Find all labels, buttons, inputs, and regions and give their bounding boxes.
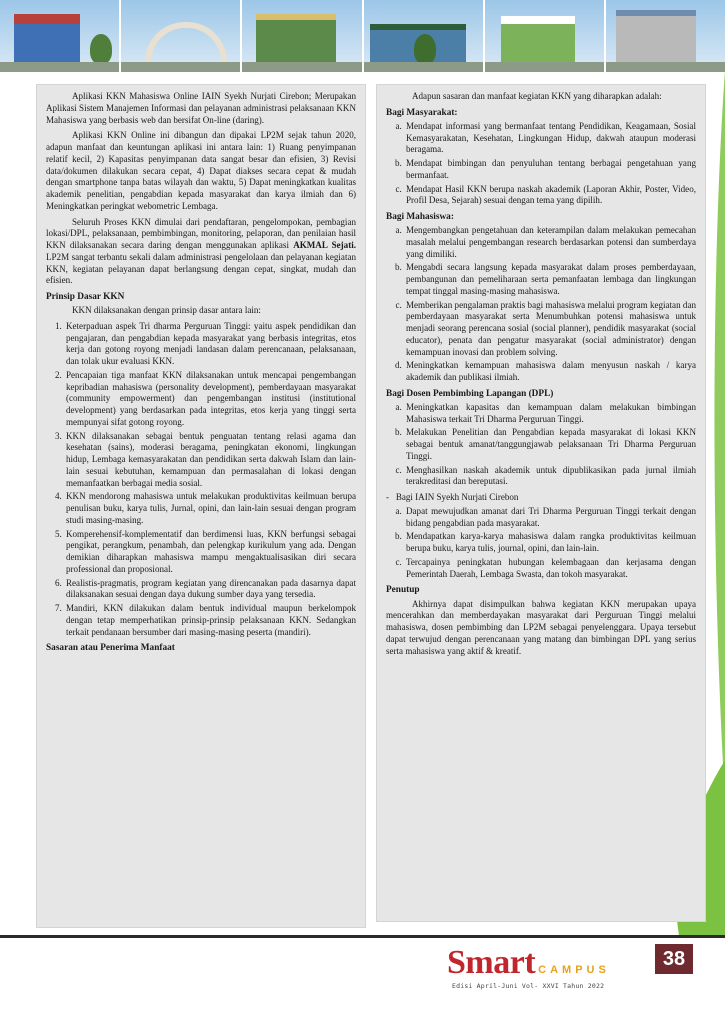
intro-paragraph-2: Aplikasi KKN Online ini dibangun dan dipakai LP2M sejak tahun 2020, adapun manfaat dan keuntungan aplikasi ini antara lain: 1) Ruang penyimpanan relatif kecil, 2) Kapasitas penyimpanan data sangat besar dan efisien, 3) Revisi data/dokumen dilakukan secara cepat, 4) Dapat diakses secara cepat & mudah dengan smartphone tanpa batas wilayah dan waktu, 5) Dapat meningkatkan kualitas akademik penelitian, pengabdian kepada masyarakat dan karya ilmiah dan 6) Meningkatkan peringkat webometric Lembaga. [46, 130, 356, 211]
principle-item: 7. Mandiri, KKN dilakukan dalam bentuk individual maupun berkelompok dengan tetap memperhatikan prinsip-prinsip pelaksanaan KKN. Sedangkan terkait pendanaan bersumber dari masing-masing peserta (mandiri). [64, 603, 356, 638]
edition-line: Edisi April-Juni Vol- XXVI Tahun 2022 [452, 982, 605, 990]
institution-heading: - Bagi IAIN Syekh Nurjati Cirebon [386, 492, 519, 503]
principle-item: 1. Keterpaduan aspek Tri dharma Perguruan Tinggi: yaitu aspek pendidikan dan pengajaran, dan pengabdian kepada masyarakat yang berbasis integritas, etos kerja dan gotong royong menjadi landasan dalam perencanaan, pelaksanaan, dan tolak ukur evaluasi KKN. [64, 321, 356, 368]
banner-photo-6 [606, 0, 725, 72]
community-heading: Bagi Masyarakat: [386, 107, 458, 118]
principle-item: 4. KKN mendorong mahasiswa untuk melakukan produktivitas keilmuan berupa penulisan buku, karya tulis, Jurnal, opini, dan lain-lain sesuai dengan program studi masing-masing. [64, 491, 356, 526]
dpl-benefits-list [386, 402, 696, 488]
process-text-before: Seluruh Proses KKN dimulai dari pendaftaran, pengelompokan, pembagian lokasi/DPL, pelaksanaan, pembimbingan, monitoring, pelaporan, dan penilaian hasil KKN dilaksanakan secara daring dengan menggunakan aplikasi [46, 216, 356, 250]
principle-item: 2. Pencapaian tiga manfaat KKN dilaksanakan untuk mencapai pengembangan kepribadian mahasiswa (personality development), pemberdayaan masyarakat (community empowerment) dan pengembangan institusi (institutional development) yang berdasarkan pada integritas, etos kerja yang tinggi serta mempunyai sifat gotong royong. [64, 370, 356, 429]
student-benefits-list [386, 225, 696, 384]
footer-rule [0, 935, 725, 938]
banner-photo-2 [121, 0, 242, 72]
logo-campus-text: CAMPUS [538, 964, 610, 976]
principle-item: 3. KKN dilaksanakan sebagai bentuk penguatan tentang relasi agama dan kesehatan (sains), moderasi beragama, peningkatan ekonomi, lingkungan hidup, Lembaga kemasyarakatan dan pendidikan serta dakwah Islam dan lain-lain sesuai kebutuhan, kemampuan dan permasalahan di lokasi dengan memanfaatkan berbagai media sosial. [64, 431, 356, 490]
students-heading: Bagi Mahasiswa: [386, 212, 454, 223]
logo-smart-text: Smart [447, 944, 536, 981]
banner-photo-4 [364, 0, 485, 72]
closing-heading: Penutup [386, 585, 420, 596]
institution-heading-text: Bagi IAIN Syekh Nurjati Cirebon [395, 492, 519, 503]
dpl-benefit-item: c. Menghasilkan naskah akademik untuk dipublikasikan pada jurnal ilmiah terakreditasi dan bereputasi. [404, 465, 696, 489]
dpl-benefit-item: b. Melakukan Penelitian dan Pengabdian kepada masyarakat di lokasi KKN sebagai bentuk amanat/tanggungjawab pelaksanaan Tri Dharma Perguruan Tinggi. [404, 427, 696, 462]
institution-benefit-item: b. Mendapatkan karya-karya mahasiswa dalam rangka produktivitas keilmuan berupa buku, karya tulis, journal, opini, dan lain-lain. [404, 531, 696, 555]
dpl-heading: Bagi Dosen Pembimbing Lapangan (DPL) [386, 388, 554, 399]
institution-benefit-item: c. Tercapainya peningkatan hubungan kelembagaan dan kerjasama dengan Pemerintah Daerah, Lembaga Swasta, dan tokoh masyarakat. [404, 557, 696, 581]
targets-heading: Sasaran atau Penerima Manfaat [46, 643, 175, 654]
targets-intro: Adapun sasaran dan manfaat kegiatan KKN yang diharapkan adalah: [412, 91, 662, 101]
closing-paragraph: Akhirnya dapat disimpulkan bahwa kegiatan KKN merupakan upaya mencerahkan dan memberdayakan masyarakat dari Perguruan Tinggi melalui mahasiswa, dosen pembimbing dan LP2M sebagai penyelenggara. Upaya tersebut dapat terwujud dengan perencanaan yang matang dan bimbingan DPL yang serius serta mahasiswa yang aktif & kreatif. [386, 598, 696, 656]
student-benefit-item: c. Memberikan pengalaman praktis bagi mahasiswa melalui program kegiatan dan pemberdayaan masyarakat serta Menumbuhkan potensi mahasiswa untuk menjadi seorang perencana sosial (social planner), pendidik masyarakat (social educator), penata dan pengatur masyarakat (social administrator) dengan kemampuan inovasi dan problem solving. [404, 300, 696, 359]
process-text-after: LP2M sangat terbantu sekali dalam administrasi pengelolaan dan pelayanan kegiatan KKN, kegiatan pelayanan dapat berlangsung dengan cepat, singkat, mudah dan efisien. [46, 251, 356, 286]
community-benefit-item: c. Mendapat Hasil KKN berupa naskah akademik (Laporan Akhir, Poster, Video, Profil Desa, Sejarah) sesuai dengan tema yang dipilih. [404, 184, 696, 208]
intro-paragraph-1: Aplikasi KKN Mahasiswa Online IAIN Syekh Nurjati Cirebon; Merupakan Aplikasi Sistem Manajemen Informasi dan pelayanan administrasi pelaksanaan KKN Mahasiswa yang berbasis web dan bersifat On-line (daring). [46, 91, 356, 125]
community-benefit-item: b. Mendapat bimbingan dan penyuluhan tentang berbagai pengetahuan yang bermanfaat. [404, 158, 696, 182]
principle-item: 6. Realistis-pragmatis, program kegiatan yang direncanakan pada dasarnya dapat dilaksanakan sesuai dengan daya dukung sumber daya yang tersedia. [64, 578, 356, 602]
institution-benefits-list [386, 506, 696, 581]
page-number: 38 [655, 944, 693, 974]
process-paragraph [46, 217, 356, 288]
community-benefit-item: a. Mendapat informasi yang bermanfaat tentang Pendidikan, Keagamaan, Sosial Kemasyarakatan, Kesehatan, Lingkungan Hidup, dakwah ataupun moderasi beragama. [404, 121, 696, 156]
principles-intro: KKN dilaksanakan dengan prinsip dasar antara lain: [72, 305, 261, 316]
student-benefit-item: d. Meningkatkan kemampuan mahasiswa dalam menyusun naskah / karya akademik dan publikasi ilmiah. [404, 360, 696, 384]
principle-item: 5. Komperehensif-komplementatif dan berdimensi luas, KKN berfungsi sebagai pengikat, perangkum, penambah, dan pelengkap kurikulum yang ada. Dengan demikian diharapkan mahasiswa mampu mengaktualisasikan diri secara professional dan proposional. [64, 529, 356, 576]
header-photo-banner [0, 0, 725, 72]
banner-photo-3 [242, 0, 363, 72]
left-column [36, 84, 366, 928]
banner-photo-1 [0, 0, 121, 72]
smart-campus-logo [447, 944, 610, 982]
student-benefit-item: a. Mengembangkan pengetahuan dan keterampilan dalam melakukan pemecahan masalah melalui pengembangan research berdasarkan potensi dan sumberdaya yang dimiliki. [404, 225, 696, 260]
banner-photo-5 [485, 0, 606, 72]
dpl-benefit-item: a. Meningkatkan kapasitas dan kemampuan dalam melakukan bimbingan Mahasiswa terkait Tri Dharma Perguruan Tinggi. [404, 402, 696, 426]
community-benefits-list [386, 121, 696, 207]
principles-heading: Prinsip Dasar KKN [46, 292, 125, 302]
student-benefit-item: b. Mengabdi secara langsung kepada masyarakat dalam proses pemberdayaan, pembangunan dan pemeliharaan serta pemanfaatan lembaga dan lingkungan tempat tinggal masing-masing mahasiswa. [404, 262, 696, 297]
right-column [376, 84, 706, 922]
akmal-sejati-label: AKMAL Sejati. [293, 240, 356, 250]
institution-benefit-item: a. Dapat mewujudkan amanat dari Tri Dharma Perguruan Tinggi terkait dengan bidang pengabdian pada masyarakat. [404, 506, 696, 530]
principles-list [46, 321, 356, 639]
